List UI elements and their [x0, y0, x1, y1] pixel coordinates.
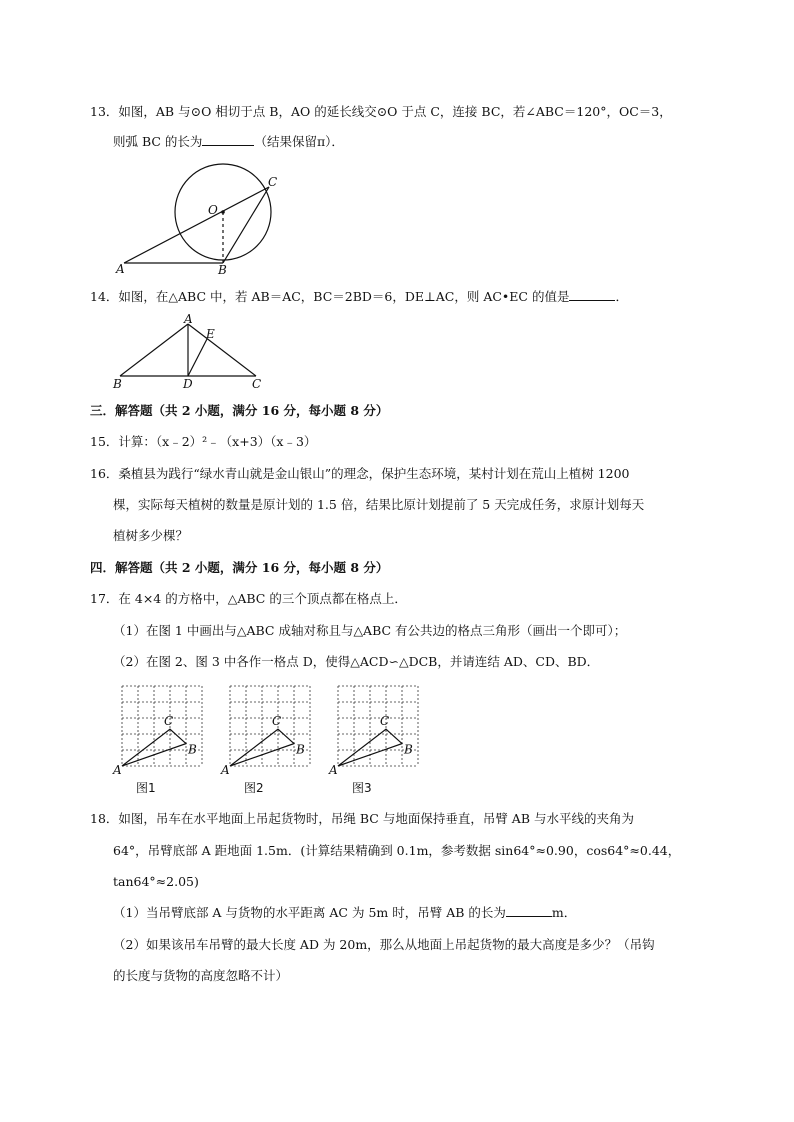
q17-point-label-c: C	[272, 714, 282, 729]
q17-figure-caption: 图2	[244, 781, 264, 795]
q13-line2-suffix: （结果保留π）．	[254, 134, 344, 149]
q14-label-B: B	[113, 377, 122, 391]
q13-label-B: B	[218, 263, 227, 277]
q17-figure-2	[220, 686, 310, 795]
q18-line3: tan64°≈2.05)	[113, 874, 199, 889]
q13-answer-blank[interactable]	[202, 133, 254, 146]
q14-label-E: E	[206, 327, 215, 341]
q18-sub1-suffix: m．	[551, 905, 577, 920]
q13-line2-text: 则弧 BC 的长为	[113, 134, 203, 149]
q17-figure-caption: 图1	[136, 781, 156, 795]
q18-sub2-line1: （2）如果该吊车吊臂的最大长度 AD 为 20m，那么从地面上吊起货物的最大高度是多少？（吊钩	[113, 937, 655, 952]
q14-label-A: A	[184, 312, 193, 326]
q15-line: 15．计算：（x﹣2）²﹣（x+3）（x﹣3）	[90, 434, 317, 449]
q18-line2: 64°，吊臂底部 A 距地面 1.5m．(计算结果精确到 0.1m，参考数据 sin64°≈0.90，cos64°≈0.44，	[113, 843, 681, 858]
q14-answer-blank[interactable]	[569, 288, 615, 301]
q16-line3: 植树多少棵？	[113, 528, 189, 543]
q18-sub1	[113, 904, 576, 922]
q14-label-D: D	[183, 377, 193, 391]
q14-line-text: 14．如图，在△ABC 中，若 AB＝AC，BC＝2BD＝6，DE⊥AC，则 AC•EC 的值是	[90, 289, 570, 304]
q17-point-label-a: A	[329, 763, 338, 777]
q14-line	[90, 288, 628, 306]
q17-point-label-c: C	[380, 714, 390, 729]
q13-label-C: C	[268, 175, 278, 189]
q13-line1: 13．如图，AB 与⊙O 相切于点 B，AO 的延长线交⊙O 于点 C，连接 BC，若∠ABC＝120°，OC＝3，	[90, 104, 672, 119]
q17-figure-1	[112, 686, 202, 795]
q17-figures	[110, 680, 430, 798]
q18-line1: 18．如图，吊车在水平地面上吊起货物时，吊绳 BC 与地面保持垂直，吊臂 AB 与水平线的夹角为	[90, 811, 634, 826]
q17-point-label-a: A	[113, 763, 122, 777]
q13-label-O: O	[208, 203, 218, 217]
q17-sub1: （1）在图 1 中画出与△ABC 成轴对称且与△ABC 有公共边的格点三角形（画出一个即可）；	[113, 623, 627, 638]
q13-label-A: A	[116, 262, 125, 276]
q18-sub2-line2: 的长度与货物的高度忽略不计）	[113, 968, 289, 983]
q17-point-label-b: B	[296, 742, 305, 757]
q17-sub2: （2）在图 2、图 3 中各作一格点 D，使得△ACD∽△DCB，并请连结 AD、CD、BD．	[113, 654, 600, 669]
q17-figure-caption: 图3	[352, 781, 372, 795]
q18-sub1-text: （1）当吊臂底部 A 与货物的水平距离 AC 为 5m 时，吊臂 AB 的长为	[113, 905, 506, 920]
q17-point-label-b: B	[404, 742, 413, 757]
q17-point-label-c: C	[164, 714, 174, 729]
q16-line1: 16．桑植县为践行“绿水青山就是金山银山”的理念，保护生态环境，某村计划在荒山上植树 1200	[90, 466, 630, 481]
section4-heading: 四．解答题（共 2 小题，满分 16 分，每小题 8 分）	[90, 560, 389, 575]
section3-heading: 三．解答题（共 2 小题，满分 16 分，每小题 8 分）	[90, 403, 389, 418]
q13-figure	[112, 160, 292, 278]
q18-answer-blank[interactable]	[506, 904, 552, 917]
q17-line1: 17．在 4×4 的方格中，△ABC 的三个顶点都在格点上．	[90, 591, 407, 606]
q17-figure-3	[328, 686, 418, 795]
q14-figure	[110, 312, 270, 392]
q17-point-label-a: A	[221, 763, 230, 777]
q14-line-suffix: ．	[615, 289, 628, 304]
q13-line2	[113, 133, 344, 151]
q17-point-label-b: B	[188, 742, 197, 757]
q14-label-C: C	[252, 377, 262, 391]
q16-line2: 棵，实际每天植树的数量是原计划的 1.5 倍，结果比原计划提前了 5 天完成任务，求原计划每天	[113, 497, 645, 512]
